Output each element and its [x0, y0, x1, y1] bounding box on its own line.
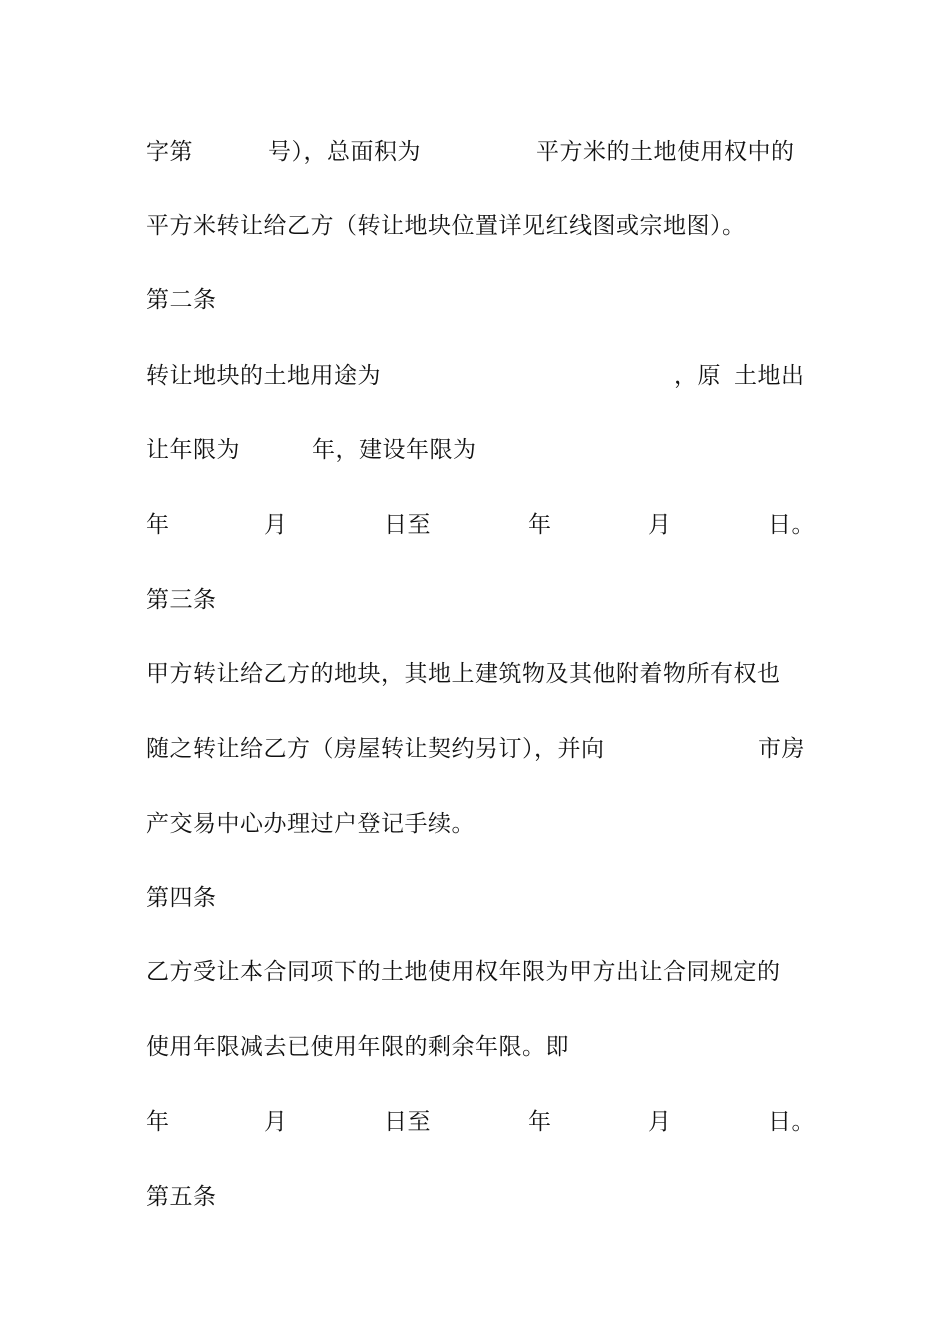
article-heading: 第二条 — [146, 287, 217, 313]
text-line-10: 产交易中心办理过户登记手续。 — [146, 811, 475, 837]
text-segment: 市房 — [758, 736, 805, 762]
text-line-5 — [146, 430, 804, 470]
date-row-1 — [146, 505, 815, 545]
date-field-label: 年 — [528, 512, 552, 538]
text-segment: 号），总面积为 — [268, 139, 421, 165]
date-field-label: 年 — [528, 1109, 552, 1135]
date-field-label: 月 — [648, 1109, 672, 1135]
date-field-label: 日。 — [768, 1109, 815, 1135]
article-heading: 第三条 — [146, 587, 217, 613]
date-field-label: 年 — [146, 512, 170, 538]
article-heading: 第五条 — [146, 1184, 217, 1210]
date-field-label: 年 — [146, 1109, 170, 1135]
text-segment: 转让地块的土地用途为 — [146, 363, 381, 389]
text-segment: 年，建设年限为 — [312, 437, 477, 463]
text-line-13: 使用年限减去已使用年限的剩余年限。即 — [146, 1034, 569, 1060]
text-segment: 平方米的土地使用权中的 — [536, 139, 795, 165]
date-field-label: 日至 — [384, 512, 431, 538]
text-line-4 — [146, 356, 804, 396]
text-line-9 — [146, 729, 804, 769]
text-segment: 随之转让给乙方（房屋转让契约另订），并向 — [146, 736, 605, 762]
article-heading: 第四条 — [146, 885, 217, 911]
text-line-1 — [146, 132, 804, 172]
text-line-8: 甲方转让给乙方的地块，其地上建筑物及其他附着物所有权也 — [146, 661, 781, 687]
text-segment: ，原 — [674, 363, 721, 389]
text-segment: 土地出 — [734, 363, 805, 389]
date-field-label: 月 — [264, 1109, 288, 1135]
date-field-label: 日至 — [384, 1109, 431, 1135]
date-field-label: 日。 — [768, 512, 815, 538]
text-line-2: 平方米转让给乙方（转让地块位置详见红线图或宗地图）。 — [146, 213, 746, 239]
date-row-2 — [146, 1102, 815, 1142]
text-line-12: 乙方受让本合同项下的土地使用权年限为甲方出让合同规定的 — [146, 959, 781, 985]
text-segment: 让年限为 — [146, 437, 240, 463]
text-segment: 字第 — [146, 139, 193, 165]
date-field-label: 月 — [264, 512, 288, 538]
date-field-label: 月 — [648, 512, 672, 538]
